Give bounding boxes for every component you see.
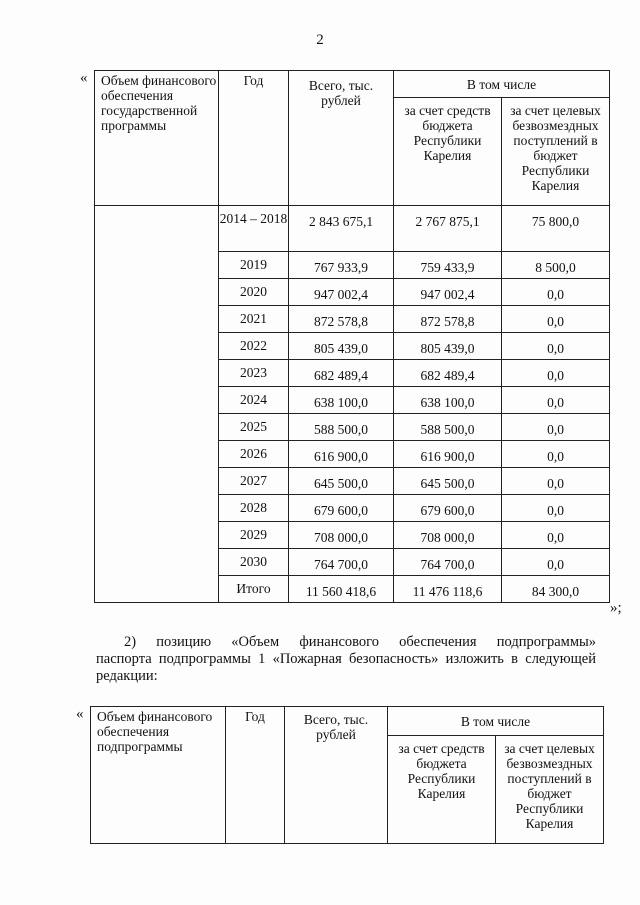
table-row [95, 252, 610, 279]
grants-header-2: за счет целевых безвозмездных поступлений в бюджет Республики Карелия [496, 736, 604, 844]
year-cell: 2026 [219, 441, 289, 468]
open-quote-2: « [76, 706, 84, 722]
page-number: 2 [316, 32, 324, 48]
budget-cell: 947 002,4 [394, 279, 502, 306]
grants-cell: 0,0 [502, 306, 610, 333]
budget-cell: 679 600,0 [394, 495, 502, 522]
item-column-spacer [95, 414, 219, 441]
item-column-spacer [95, 495, 219, 522]
budget-cell: 2 767 875,1 [394, 206, 502, 252]
program-funding-table [80, 70, 622, 616]
year-cell: 2014 – 2018 [219, 206, 289, 252]
table-row [95, 360, 610, 387]
table-row [95, 414, 610, 441]
grants-cell: 0,0 [502, 495, 610, 522]
item-column-spacer [95, 468, 219, 495]
year-cell: 2019 [219, 252, 289, 279]
item-column-spacer [95, 206, 219, 252]
total-cell: 588 500,0 [289, 414, 394, 441]
year-cell: 2030 [219, 549, 289, 576]
year-cell: 2022 [219, 333, 289, 360]
year-cell: 2029 [219, 522, 289, 549]
grants-cell: 0,0 [502, 468, 610, 495]
grants-cell: 0,0 [502, 522, 610, 549]
item-header-2: Объем финансового обеспечения подпрограммы [91, 707, 226, 844]
item-column-spacer [95, 306, 219, 333]
total-cell: 708 000,0 [289, 522, 394, 549]
paragraph-rest: паспорта подпрограммы 1 «Пожарная безопасность» изложить в следующей редакции: [96, 651, 596, 684]
grants-cell: 0,0 [502, 279, 610, 306]
total-cell: 872 578,8 [289, 306, 394, 333]
year-cell: 2024 [219, 387, 289, 414]
table-row [95, 306, 610, 333]
paragraph-line-1: 2) позицию «Объем финансового обеспечения подпрограммы» [124, 634, 596, 650]
table-row [95, 206, 610, 252]
table-row [95, 522, 610, 549]
table-row [95, 549, 610, 576]
grants-cell: 0,0 [502, 360, 610, 387]
total-cell: 947 002,4 [289, 279, 394, 306]
item-column-spacer [95, 576, 219, 603]
table-row [95, 468, 610, 495]
year-cell: Итого [219, 576, 289, 603]
open-quote: « [80, 70, 88, 86]
total-cell: 645 500,0 [289, 468, 394, 495]
total-cell: 11 560 418,6 [289, 576, 394, 603]
budget-cell: 638 100,0 [394, 387, 502, 414]
table-row [95, 279, 610, 306]
year-cell: 2020 [219, 279, 289, 306]
budget-cell: 805 439,0 [394, 333, 502, 360]
item-column-spacer [95, 549, 219, 576]
item-column-spacer [95, 333, 219, 360]
item-column-spacer [95, 360, 219, 387]
total-cell: 805 439,0 [289, 333, 394, 360]
total-cell: 767 933,9 [289, 252, 394, 279]
total-cell: 682 489,4 [289, 360, 394, 387]
budget-header: за счет средств бюджета Республики Карелия [394, 98, 502, 206]
grants-cell: 0,0 [502, 549, 610, 576]
total-cell: 2 843 675,1 [289, 206, 394, 252]
item-column-spacer [95, 441, 219, 468]
table-row [95, 333, 610, 360]
table-row [95, 495, 610, 522]
total-cell: 764 700,0 [289, 549, 394, 576]
grants-cell: 0,0 [502, 414, 610, 441]
budget-cell: 759 433,9 [394, 252, 502, 279]
budget-cell: 764 700,0 [394, 549, 502, 576]
budget-cell: 588 500,0 [394, 414, 502, 441]
grants-cell: 0,0 [502, 333, 610, 360]
total-cell: 638 100,0 [289, 387, 394, 414]
year-cell: 2027 [219, 468, 289, 495]
grants-cell: 84 300,0 [502, 576, 610, 603]
budget-cell: 11 476 118,6 [394, 576, 502, 603]
item-column-spacer [95, 252, 219, 279]
subprogram-funding-table [76, 706, 604, 844]
budget-cell: 708 000,0 [394, 522, 502, 549]
total-header: Всего, тыс. рублей [289, 71, 394, 206]
year-cell: 2023 [219, 360, 289, 387]
year-header-2: Год [226, 707, 285, 844]
grants-header: за счет целевых безвозмездных поступлений в бюджет Республики Карелия [502, 98, 610, 206]
year-header: Год [219, 71, 289, 206]
item-column-spacer [95, 522, 219, 549]
year-cell: 2025 [219, 414, 289, 441]
budget-header-2: за счет средств бюджета Республики Карелия [388, 736, 496, 844]
item-header: Объем финансового обеспечения государственной программы [95, 71, 219, 206]
grants-cell: 8 500,0 [502, 252, 610, 279]
including-header-2: В том числе [388, 707, 604, 736]
year-cell: 2021 [219, 306, 289, 333]
budget-cell: 616 900,0 [394, 441, 502, 468]
close-quote: »; [610, 600, 622, 616]
grants-cell: 0,0 [502, 387, 610, 414]
grants-cell: 75 800,0 [502, 206, 610, 252]
total-cell: 679 600,0 [289, 495, 394, 522]
budget-cell: 872 578,8 [394, 306, 502, 333]
total-cell: 616 900,0 [289, 441, 394, 468]
item-column-spacer [95, 387, 219, 414]
grants-cell: 0,0 [502, 441, 610, 468]
budget-cell: 645 500,0 [394, 468, 502, 495]
table-row [95, 576, 610, 603]
year-cell: 2028 [219, 495, 289, 522]
item-column-spacer [95, 279, 219, 306]
table-row [95, 441, 610, 468]
amendment-paragraph [96, 634, 596, 685]
total-header-2: Всего, тыс. рублей [285, 707, 388, 844]
table-row [95, 387, 610, 414]
budget-cell: 682 489,4 [394, 360, 502, 387]
including-header: В том числе [394, 71, 610, 98]
